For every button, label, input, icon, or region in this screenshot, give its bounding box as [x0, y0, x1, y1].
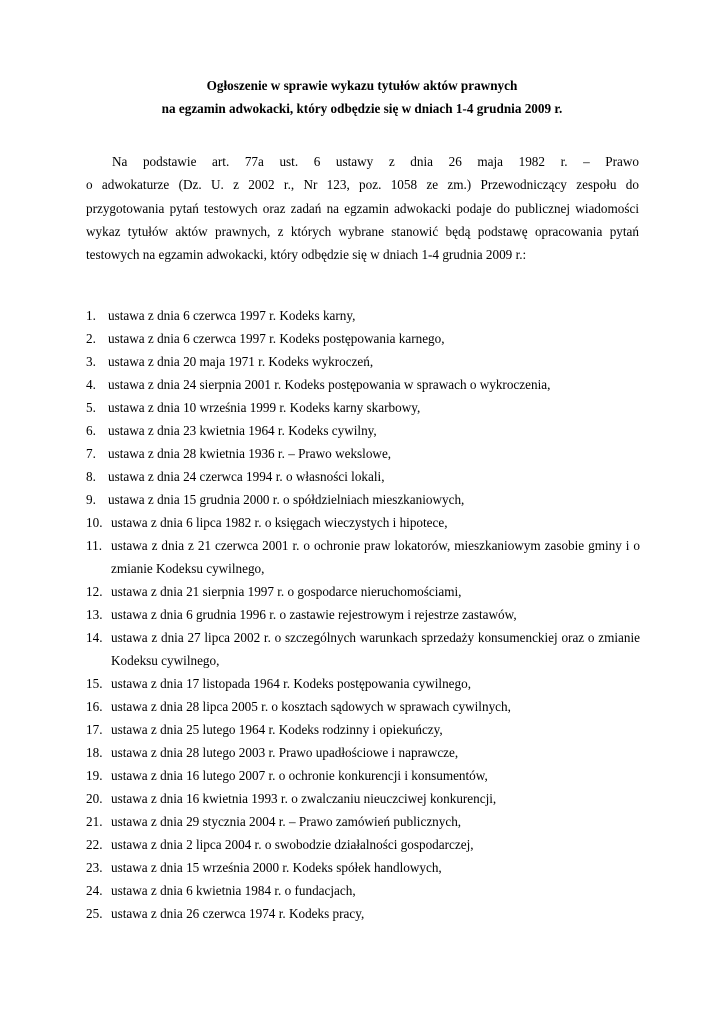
list-item [86, 741, 640, 764]
item-text: ustawa z dnia 29 stycznia 2004 r. – Prawo zamówień publicznych, [111, 814, 462, 829]
list-item [86, 350, 640, 373]
item-text: ustawa z dnia 10 września 1999 r. Kodeks karny skarbowy, [108, 400, 421, 415]
item-text: ustawa z dnia 2 lipca 2004 r. o swobodzie działalności gospodarczej, [111, 837, 474, 852]
list-item [86, 764, 640, 787]
item-text: ustawa z dnia z 21 czerwca 2001 r. o ochronie praw lokatorów, mieszkaniowym zasobie gminy i o zmianie Kodeksu cywilnego, [111, 538, 640, 576]
intro-line: testowych na egzamin adwokacki, który odbędzie się w dniach 1-4 grudnia 2009 r.: [86, 247, 527, 263]
item-number: 14. [86, 630, 103, 645]
item-text: ustawa z dnia 27 lipca 2002 r. o szczególnych warunkach sprzedaży konsumenckiej oraz o zmianie Kodeksu cywilnego, [111, 630, 640, 668]
list-item [86, 580, 640, 603]
item-text: ustawa z dnia 21 sierpnia 1997 r. o gospodarce nieruchomościami, [111, 584, 462, 599]
page-title-line-2: na egzamin adwokacki, który odbędzie się w dniach 1-4 grudnia 2009 r. [161, 101, 563, 116]
item-number: 10. [86, 515, 103, 530]
item-number: 24. [86, 883, 103, 898]
list-item [86, 373, 640, 396]
item-text: ustawa z dnia 6 grudnia 1996 r. o zastawie rejestrowym i rejestrze zastawów, [111, 607, 517, 622]
item-text: ustawa z dnia 25 lutego 1964 r. Kodeks rodzinny i opiekuńczy, [111, 722, 443, 737]
item-text: ustawa z dnia 15 grudnia 2000 r. o spółdzielniach mieszkaniowych, [108, 492, 465, 507]
list-item [86, 626, 640, 672]
intro-line: przygotowania pytań testowych oraz zadań na egzamin adwokacki podaje do publicznej wiadomości [86, 200, 639, 216]
item-text: ustawa z dnia 6 czerwca 1997 r. Kodeks karny, [108, 308, 356, 323]
list-item [86, 442, 640, 465]
list-item [86, 465, 640, 488]
item-number: 2. [86, 331, 96, 346]
item-text: ustawa z dnia 24 czerwca 1994 r. o własności lokali, [108, 469, 385, 484]
list-item [86, 672, 640, 695]
intro-line: wykaz tytułów aktów prawnych, z których wybrane stanowić będą podstawę opracowania pytań [86, 223, 639, 239]
list-item [86, 810, 640, 833]
item-number: 5. [86, 400, 96, 415]
list-item [86, 603, 640, 626]
item-number: 3. [86, 354, 96, 369]
item-number: 15. [86, 676, 103, 691]
item-text: ustawa z dnia 24 sierpnia 2001 r. Kodeks postępowania w sprawach o wykroczenia, [108, 377, 551, 392]
list-item [86, 419, 640, 442]
item-number: 1. [86, 308, 96, 323]
item-number: 17. [86, 722, 103, 737]
list-item [86, 396, 640, 419]
item-text: ustawa z dnia 28 kwietnia 1936 r. – Prawo wekslowe, [108, 446, 392, 461]
item-text: ustawa z dnia 23 kwietnia 1964 r. Kodeks cywilny, [108, 423, 377, 438]
item-number: 8. [86, 469, 96, 484]
item-number: 12. [86, 584, 103, 599]
item-text: ustawa z dnia 6 czerwca 1997 r. Kodeks postępowania karnego, [108, 331, 445, 346]
list-item [86, 327, 640, 350]
item-text: ustawa z dnia 16 kwietnia 1993 r. o zwalczaniu nieuczciwej konkurencji, [111, 791, 497, 806]
page-title-line-1: Ogłoszenie w sprawie wykazu tytułów aktów prawnych [206, 78, 518, 93]
list-item [86, 695, 640, 718]
item-number: 13. [86, 607, 103, 622]
list-item [86, 488, 640, 511]
list-item [86, 718, 640, 741]
legal-acts-list [86, 304, 640, 925]
list-item [86, 902, 640, 925]
item-number: 19. [86, 768, 103, 783]
item-number: 23. [86, 860, 103, 875]
list-item [86, 511, 640, 534]
item-text: ustawa z dnia 6 lipca 1982 r. o księgach wieczystych i hipotece, [111, 515, 448, 530]
list-item [86, 833, 640, 856]
item-text: ustawa z dnia 28 lipca 2005 r. o kosztach sądowych w sprawach cywilnych, [111, 699, 511, 714]
item-text: ustawa z dnia 28 lutego 2003 r. Prawo upadłościowe i naprawcze, [111, 745, 459, 760]
item-text: ustawa z dnia 20 maja 1971 r. Kodeks wykroczeń, [108, 354, 374, 369]
item-number: 4. [86, 377, 96, 392]
item-number: 20. [86, 791, 103, 806]
intro-line: o adwokaturze (Dz. U. z 2002 r., Nr 123, poz. 1058 ze zm.) Przewodniczący zespołu do [86, 177, 639, 193]
list-item [86, 787, 640, 810]
list-item [86, 879, 640, 902]
item-number: 7. [86, 446, 96, 461]
item-number: 22. [86, 837, 103, 852]
item-number: 25. [86, 906, 103, 921]
item-number: 6. [86, 423, 96, 438]
item-text: ustawa z dnia 26 czerwca 1974 r. Kodeks pracy, [111, 906, 365, 921]
item-number: 11. [86, 538, 102, 553]
item-number: 9. [86, 492, 96, 507]
item-number: 18. [86, 745, 103, 760]
list-item [86, 856, 640, 879]
item-text: ustawa z dnia 16 lutego 2007 r. o ochronie konkurencji i konsumentów, [111, 768, 488, 783]
item-text: ustawa z dnia 17 listopada 1964 r. Kodeks postępowania cywilnego, [111, 676, 472, 691]
list-item [86, 534, 640, 580]
item-text: ustawa z dnia 6 kwietnia 1984 r. o fundacjach, [111, 883, 356, 898]
intro-paragraph [86, 150, 639, 266]
intro-line: Na podstawie art. 77a ust. 6 ustawy z dnia 26 maja 1982 r. – Prawo [112, 154, 639, 169]
item-text: ustawa z dnia 15 września 2000 r. Kodeks spółek handlowych, [111, 860, 442, 875]
item-number: 21. [86, 814, 103, 829]
list-item [86, 304, 640, 327]
item-number: 16. [86, 699, 103, 714]
